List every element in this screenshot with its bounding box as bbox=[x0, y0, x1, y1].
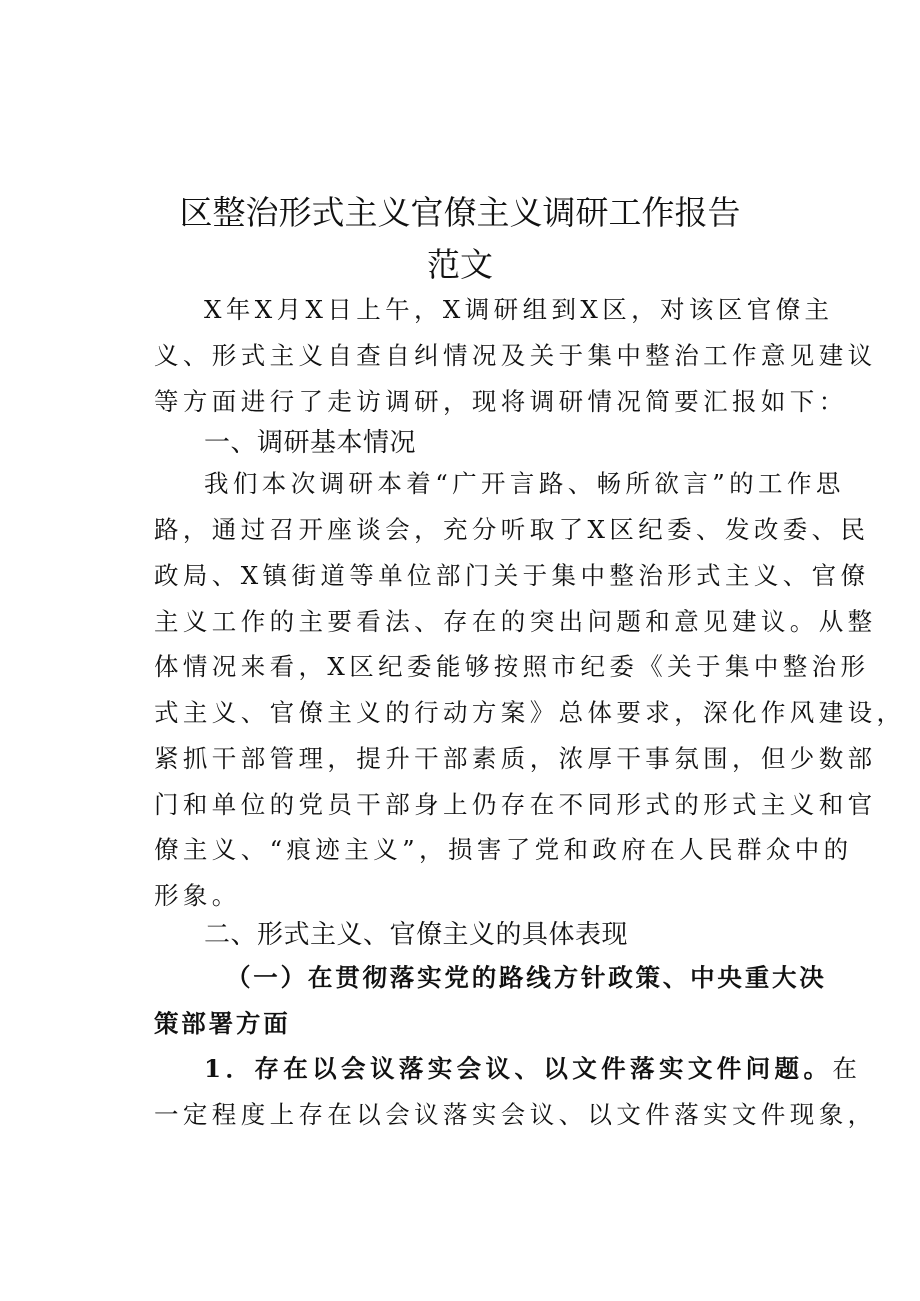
section-1-line-1: 我们本次调研本着“广开言路、畅所欲言”的工作思 bbox=[204, 469, 845, 498]
section-1-line-6: 式主义、官僚主义的行动方案》总体要求，深化作风建设， bbox=[154, 698, 906, 727]
item-1-text-start: 在 bbox=[832, 1054, 862, 1083]
subsection-1-heading-line-1: （一）在贯彻落实党的路线方针政策、中央重大决 bbox=[226, 963, 827, 992]
section-1-line-4: 主义工作的主要看法、存在的突出问题和意见建议。从整 bbox=[154, 607, 877, 636]
section-1-line-7: 紧抓干部管理，提升干部素质，浓厚干事氛围，但少数部 bbox=[154, 744, 877, 773]
section-1-line-3: 政局、X镇街道等单位部门关于集中整治形式主义、官僚 bbox=[154, 561, 870, 590]
section-1-line-2: 路，通过召开座谈会，充分听取了X区纪委、发改委、民 bbox=[154, 515, 870, 544]
intro-line-1: X年X月X日上午，X调研组到X区，对该区官僚主 bbox=[204, 295, 834, 324]
section-1-line-10: 形象。 bbox=[154, 881, 241, 910]
item-1-line-2: 一定程度上存在以会议落实会议、以文件落实文件现象， bbox=[154, 1100, 877, 1129]
section-2-heading: 二、形式主义、官僚主义的具体表现 bbox=[204, 920, 629, 950]
section-1-heading: 一、调研基本情况 bbox=[204, 428, 417, 458]
item-1-line-1 bbox=[204, 1053, 862, 1085]
item-1-heading: 1．存在以会议落实会议、以文件落实文件问题。 bbox=[204, 1054, 833, 1083]
section-1-line-5: 体情况来看，X区纪委能够按照市纪委《关于集中整治形 bbox=[154, 652, 870, 681]
section-1-line-9: 僚主义、“痕迹主义”，损害了党和政府在人民群众中的 bbox=[154, 835, 853, 864]
subsection-1-heading-line-2: 策部署方面 bbox=[154, 1009, 291, 1038]
intro-line-3: 等方面进行了走访调研，现将调研情况简要汇报如下： bbox=[154, 387, 848, 416]
document-title-line-1: 区整治形式主义官僚主义调研工作报告 bbox=[179, 193, 741, 232]
intro-line-2: 义、形式主义自查自纠情况及关于集中整治工作意见建议 bbox=[154, 341, 877, 370]
document-title-line-2: 范文 bbox=[427, 245, 493, 284]
section-1-line-8: 门和单位的党员干部身上仍存在不同形式的形式主义和官 bbox=[154, 790, 877, 819]
